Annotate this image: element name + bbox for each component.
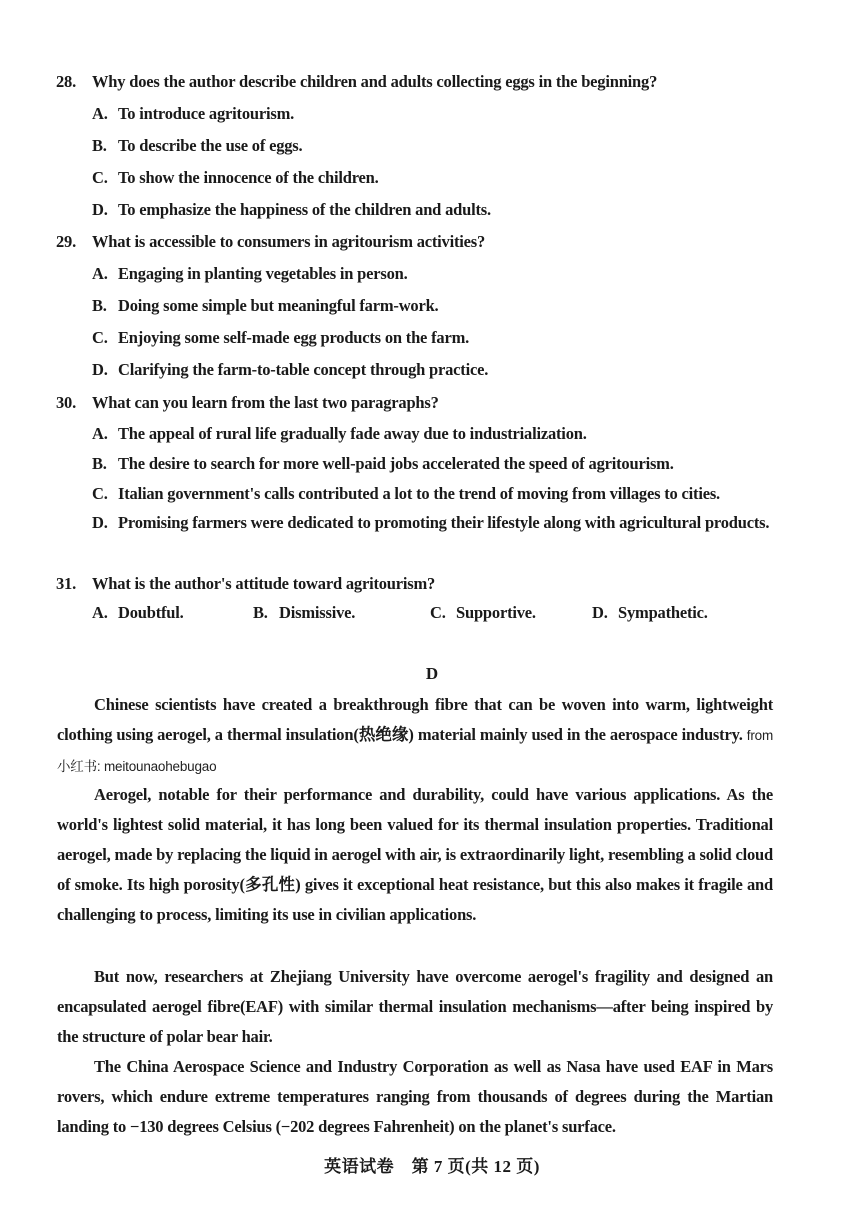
option-label: B. [92, 136, 107, 155]
question-text: What is accessible to consumers in agritourism activities? [92, 232, 486, 251]
option-text: To describe the use of eggs. [118, 136, 303, 155]
q28-option-d [92, 200, 774, 220]
passage-paragraph-2 [57, 780, 773, 930]
question-29 [56, 232, 776, 252]
q30-option-a [92, 424, 774, 444]
option-label: B. [253, 603, 268, 622]
option-text: To introduce agritourism. [118, 104, 295, 123]
option-label: C. [92, 328, 108, 347]
option-text: To emphasize the happiness of the children and adults. [118, 200, 491, 219]
paragraph-text: Aerogel, notable for their performance and durability, could have various applications. As the world's lightest solid material, it has long been valued for its thermal insulation properties. Traditional aerogel, made by replacing the liquid in aerogel with air, is extraordinarily light, resembling a solid cloud of smoke. Its high porosity(多孔性) gives it exceptional heat resistance, but this also makes it fragile and challenging to process, limiting its use in civilian applications. [57, 785, 773, 924]
option-text: Promising farmers were dedicated to promoting their lifestyle along with agricultural products. [118, 513, 770, 532]
source-watermark: from小红书: meitounaohebugao [57, 728, 773, 774]
q28-option-a [92, 104, 774, 124]
option-label: A. [92, 424, 108, 443]
question-number: 31. [56, 574, 77, 593]
question-text: Why does the author describe children and adults collecting eggs in the beginning? [92, 72, 658, 91]
q31-option-b [253, 603, 355, 623]
q29-option-a [92, 264, 774, 284]
q30-option-d [92, 508, 774, 538]
paragraph-text: But now, researchers at Zhejiang University have overcome aerogel's fragility and designed an encapsulated aerogel fibre(EAF) with similar thermal insulation mechanisms—after being inspired by the structure of polar bear hair. [57, 967, 773, 1046]
option-label: B. [92, 454, 107, 473]
option-label: B. [92, 296, 107, 315]
question-text: What is the author's attitude toward agritourism? [92, 574, 436, 593]
option-text: Supportive. [456, 603, 536, 622]
q30-option-c [92, 484, 774, 504]
option-text: Italian government's calls contributed a lot to the trend of moving from villages to cities. [118, 484, 720, 503]
q28-option-b [92, 136, 774, 156]
q31-option-c [430, 603, 536, 623]
option-label: D. [92, 360, 108, 379]
question-31 [56, 574, 776, 594]
passage-paragraph-4 [57, 1052, 773, 1142]
option-label: D. [592, 603, 608, 622]
option-label: D. [92, 200, 108, 219]
passage-paragraph-3 [57, 962, 773, 1052]
option-label: C. [92, 168, 108, 187]
question-text: What can you learn from the last two paragraphs? [92, 393, 439, 412]
question-number: 30. [56, 393, 77, 412]
option-label: A. [92, 264, 108, 283]
q31-option-d [592, 603, 708, 623]
option-text: Doubtful. [118, 603, 184, 622]
option-text: Doing some simple but meaningful farm-work. [118, 296, 439, 315]
option-text: Enjoying some self-made egg products on the farm. [118, 328, 470, 347]
option-label: C. [430, 603, 446, 622]
option-label: A. [92, 104, 108, 123]
q28-option-c [92, 168, 774, 188]
option-label: A. [92, 603, 108, 622]
option-label: C. [92, 484, 108, 503]
option-text: The desire to search for more well-paid jobs accelerated the speed of agritourism. [118, 454, 674, 473]
q29-option-c [92, 328, 774, 348]
option-text: Sympathetic. [618, 603, 708, 622]
option-text: Engaging in planting vegetables in person. [118, 264, 408, 283]
q31-option-a [92, 603, 184, 623]
q30-option-b [92, 454, 774, 474]
passage-paragraph-1 [57, 690, 773, 782]
paragraph-text: Chinese scientists have created a breakthrough fibre that can be woven into warm, lightweight clothing using aerogel, a thermal insulation(热绝缘) material mainly used in the aerospace industry. [57, 695, 773, 744]
section-title: D [425, 664, 439, 683]
q31-options [92, 603, 792, 625]
q29-option-d [92, 360, 774, 380]
paragraph-text: The China Aerospace Science and Industry Corporation as well as Nasa have used EAF in Mars rovers, which endure extreme temperatures ranging from thousands of degrees during the Martian landing to −130 degrees Celsius (−202 degrees Fahrenheit) on the planet's surface. [57, 1057, 773, 1136]
option-text: Clarifying the farm-to-table concept through practice. [118, 360, 489, 379]
option-label: D. [92, 513, 108, 532]
question-number: 28. [56, 72, 77, 91]
page-footer: 英语试卷 第 7 页(共 12 页) [324, 1157, 540, 1176]
q29-option-b [92, 296, 774, 316]
question-28 [56, 72, 776, 92]
question-number: 29. [56, 232, 77, 251]
option-text: Dismissive. [279, 603, 356, 622]
option-text: To show the innocence of the children. [118, 168, 379, 187]
question-30 [56, 393, 776, 413]
option-text: The appeal of rural life gradually fade away due to industrialization. [118, 424, 587, 443]
